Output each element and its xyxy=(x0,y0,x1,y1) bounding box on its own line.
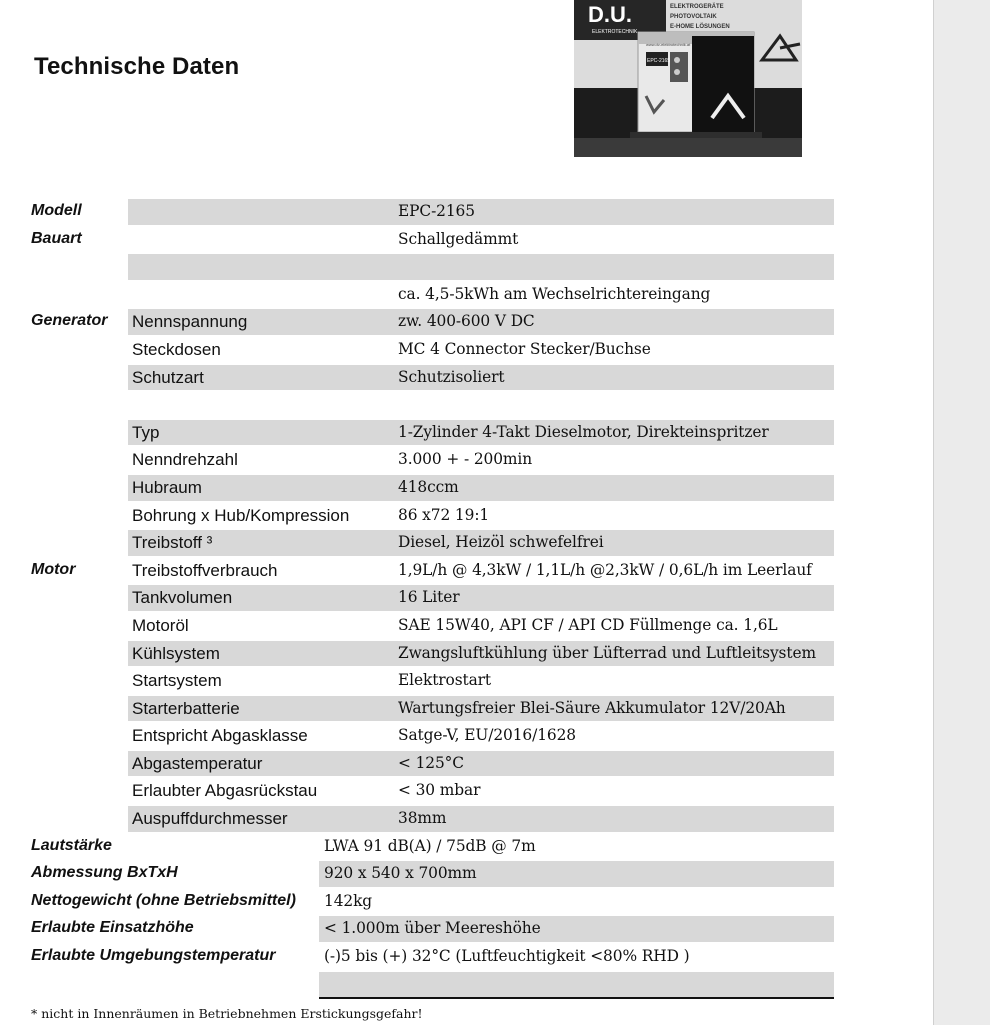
table-row xyxy=(0,943,933,971)
row-value: Zwangsluftkühlung über Lüfterrad und Luftleitsystem xyxy=(398,643,816,662)
row-parameter: Bohrung x Hub/Kompression xyxy=(132,505,350,525)
table-row xyxy=(0,557,933,585)
row-parameter: Nenndrehzahl xyxy=(132,450,238,470)
row-value: EPC-2165 xyxy=(398,202,475,220)
photo-caption-2: PHOTOVOLTAIK xyxy=(670,14,717,20)
table-row xyxy=(0,391,933,419)
table-row xyxy=(0,529,933,557)
side-scroll-area[interactable] xyxy=(933,0,990,1025)
row-parameter: Startsystem xyxy=(132,671,222,691)
table-row xyxy=(0,805,933,833)
row-value: Satge-V, EU/2016/1628 xyxy=(398,726,576,745)
row-parameter: Kühlsystem xyxy=(132,643,220,663)
row-parameter: Motoröl xyxy=(132,615,189,635)
table-row xyxy=(0,888,933,916)
row-group-label: Motor xyxy=(31,560,76,578)
row-group-label: Erlaubte Umgebungstemperatur xyxy=(31,947,276,965)
row-value: 38mm xyxy=(398,809,447,828)
table-row xyxy=(0,667,933,695)
row-group-label: Lautstärke xyxy=(31,836,112,854)
footnote: * nicht in Innenräumen in Betriebnehmen Erstickungsgefahr! xyxy=(31,1006,423,1021)
product-photo xyxy=(574,0,802,157)
spec-table xyxy=(0,198,933,998)
table-row xyxy=(0,308,933,336)
row-value: Schutzisoliert xyxy=(398,367,505,386)
row-value: < 125°C xyxy=(398,753,464,772)
row-parameter: Abgastemperatur xyxy=(132,753,263,773)
table-row xyxy=(0,419,933,447)
row-parameter: Tankvolumen xyxy=(132,588,233,608)
row-band xyxy=(128,585,834,611)
row-group-label: Nettogewicht (ohne Betriebsmittel) xyxy=(31,891,296,909)
table-row xyxy=(0,750,933,778)
row-value: 142kg xyxy=(324,891,373,910)
row-value: (-)5 bis (+) 32°C (Luftfeuchtigkeit <80% RHD ) xyxy=(324,947,690,966)
row-value: 3.000 + - 200min xyxy=(398,450,533,469)
row-band xyxy=(128,475,834,501)
table-row xyxy=(0,253,933,281)
row-parameter: Auspuffdurchmesser xyxy=(132,809,288,829)
row-value: < 30 mbar xyxy=(398,781,481,800)
row-value: Diesel, Heizöl schwefelfrei xyxy=(398,533,604,552)
table-row xyxy=(0,640,933,668)
row-value: 418ccm xyxy=(398,477,459,496)
row-band xyxy=(319,889,834,915)
row-parameter: Erlaubter Abgasrückstau xyxy=(132,781,318,801)
table-bottom-rule xyxy=(319,997,834,999)
row-parameter: Typ xyxy=(132,422,160,442)
table-row xyxy=(0,915,933,943)
table-row xyxy=(0,860,933,888)
row-band xyxy=(128,392,834,418)
table-row xyxy=(0,722,933,750)
row-group-label: Abmessung BxTxH xyxy=(31,864,178,882)
photo-unit-label: EPC-2165 xyxy=(647,58,671,64)
table-row xyxy=(0,336,933,364)
row-band xyxy=(128,199,834,225)
row-value: 1-Zylinder 4-Takt Dieselmotor, Direkteinspritzer xyxy=(398,422,769,441)
row-value: zw. 400-600 V DC xyxy=(398,312,535,331)
photo-brand-sub: ELEKTROTECHNIK xyxy=(592,29,638,35)
row-parameter: Entspricht Abgasklasse xyxy=(132,726,308,746)
row-parameter: Treibstoffverbrauch xyxy=(132,560,278,580)
photo-web: www.dv-elektrotechnik.at xyxy=(646,42,691,47)
row-value: SAE 15W40, API CF / API CD Füllmenge ca. 1,6L xyxy=(398,615,778,634)
table-row xyxy=(0,198,933,226)
table-row xyxy=(0,226,933,254)
row-value: MC 4 Connector Stecker/Buchse xyxy=(398,339,651,358)
row-group-label: Modell xyxy=(31,202,82,219)
row-band xyxy=(319,972,834,998)
row-value: ca. 4,5-5kWh am Wechselrichtereingang xyxy=(398,284,711,303)
row-value: LWA 91 dB(A) / 75dB @ 7m xyxy=(324,836,536,855)
row-group-label: Erlaubte Einsatzhöhe xyxy=(31,919,194,937)
row-parameter: Nennspannung xyxy=(132,312,248,332)
table-row xyxy=(0,502,933,530)
row-parameter: Hubraum xyxy=(132,477,202,497)
table-row xyxy=(0,612,933,640)
photo-caption-3: E-HOME LÖSUNGEN xyxy=(670,24,730,30)
row-value: Elektrostart xyxy=(398,671,492,690)
photo-caption-1: ELEKTROGERÄTE xyxy=(670,4,724,10)
row-value: 920 x 540 x 700mm xyxy=(324,864,477,883)
table-row xyxy=(0,971,933,999)
row-value: 1,9L/h @ 4,3kW / 1,1L/h @2,3kW / 0,6L/h im Leerlauf xyxy=(398,560,812,579)
row-parameter: Treibstoff ³ xyxy=(132,533,213,553)
row-parameter: Steckdosen xyxy=(132,339,221,359)
row-parameter: Schutzart xyxy=(132,367,204,387)
row-group-label: Bauart xyxy=(31,229,82,247)
row-band xyxy=(128,254,834,280)
page-title: Technische Daten xyxy=(34,53,240,80)
row-value: 86 x72 19:1 xyxy=(398,505,490,524)
photo-brand: D.U. xyxy=(588,2,632,27)
table-row xyxy=(0,364,933,392)
table-row xyxy=(0,777,933,805)
row-group-label: Generator xyxy=(31,312,108,330)
table-row xyxy=(0,833,933,861)
row-value: Wartungsfreier Blei-Säure Akkumulator 12V/20Ah xyxy=(398,698,786,717)
table-row xyxy=(0,446,933,474)
row-value: Schallgedämmt xyxy=(398,229,519,248)
table-row xyxy=(0,695,933,723)
table-row xyxy=(0,281,933,309)
row-value: 16 Liter xyxy=(398,588,460,607)
row-parameter: Starterbatterie xyxy=(132,698,240,718)
table-row xyxy=(0,474,933,502)
table-row xyxy=(0,584,933,612)
row-value: < 1.000m über Meereshöhe xyxy=(324,919,541,938)
